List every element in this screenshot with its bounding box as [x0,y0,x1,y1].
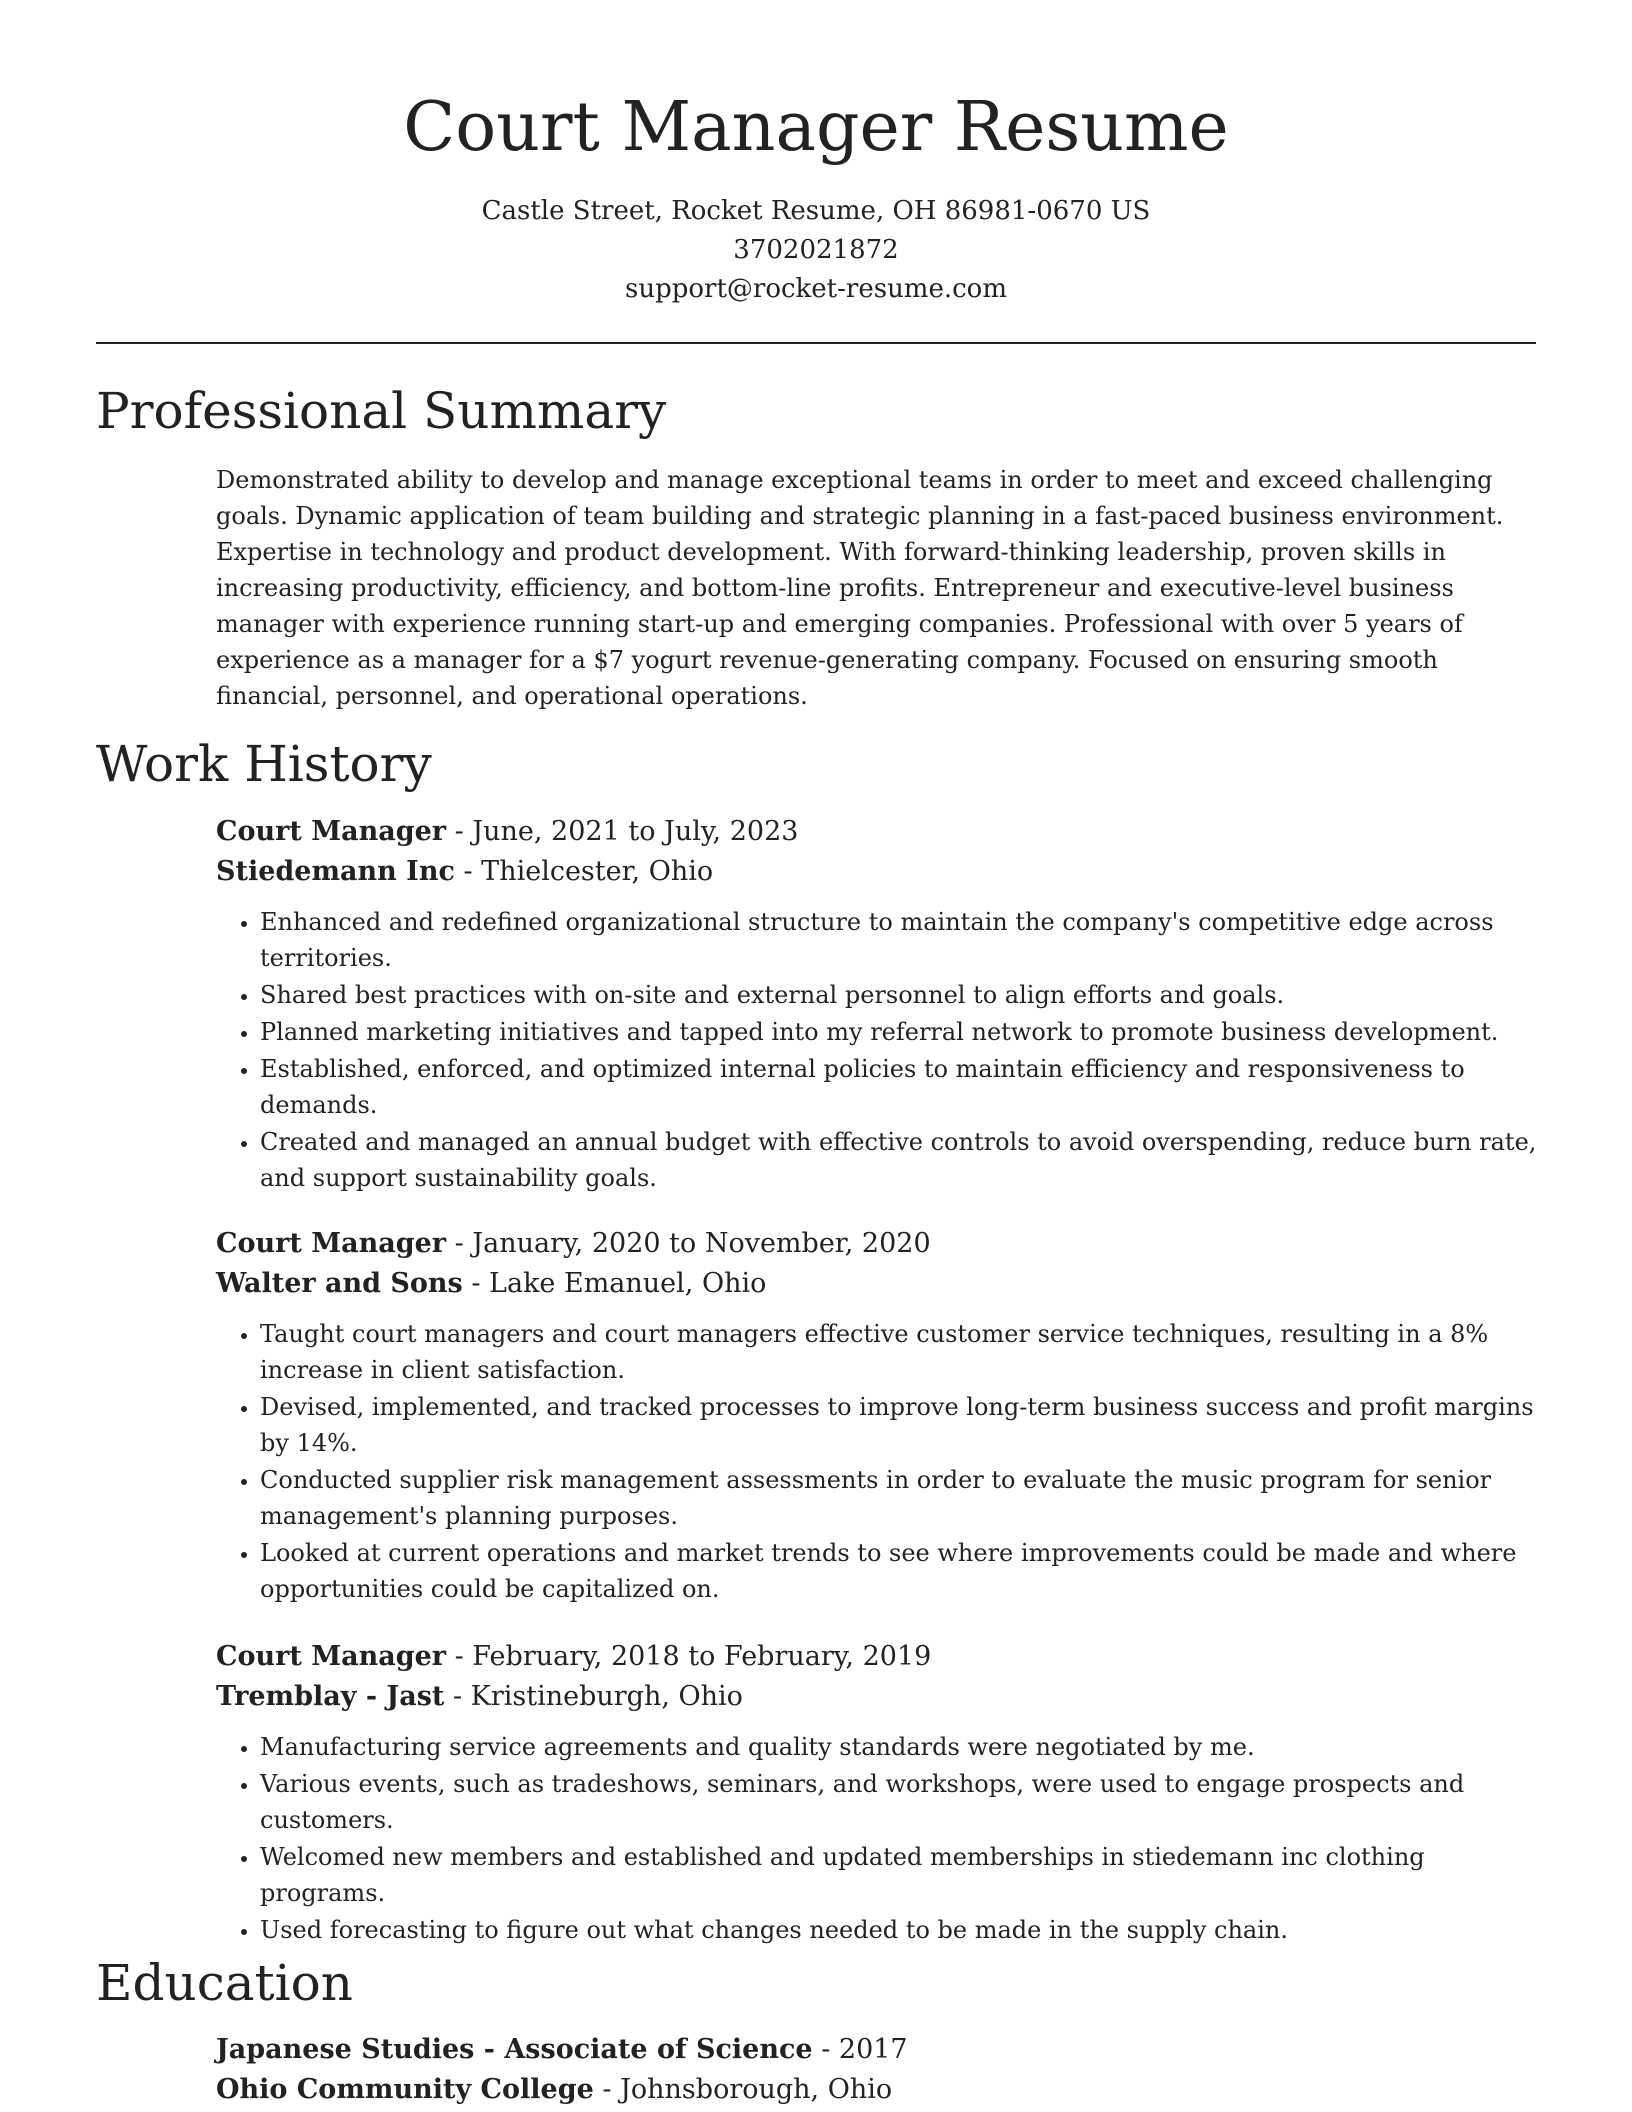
job-title-line [216,1224,1538,1264]
education-entry [216,2030,1538,2110]
job-company: Stiedemann Inc [216,856,455,887]
resume-title: Court Manager Resume [403,88,1229,167]
education-school-line [216,2070,1538,2110]
job-title: Court Manager [216,816,447,847]
job-location: - Lake Emanuel, Ohio [462,1268,767,1299]
contact-block [0,192,1632,309]
job-location: - Thielcester, Ohio [454,856,714,887]
summary-text: Demonstrated ability to develop and manage exceptional teams in order to meet and exceed challenging goals. Dynamic application of team building and strategic planning in a fast-paced business environment. Expertise in technology and product development. With forward-thinking leadership, proven skills in increasing productivity, efficiency, and bottom-line profits. Entrepreneur and executive-level business manager with experience running start-up and emerging companies. Professional with over 5 years of experience as a manager for a $7 yogurt revenue-generating company. Focused on ensuring smooth financial, personnel, and operational operations. [216,466,1504,710]
job-bullet: • Welcomed new members and established and updated memberships in stiedemann inc clothing programs. [260,1839,1538,1911]
job-dates: - June, 2021 to July, 2023 [446,816,799,847]
job-title-line [216,812,1538,852]
job-title-line [216,1637,1538,1677]
job-entry [216,1224,1538,1608]
job-bullet: • Planned marketing initiatives and tapped into my referral network to promote business development. [260,1014,1538,1050]
job-entry [216,1637,1538,1949]
education-heading: Education [96,1954,353,2012]
job-bullet-list [216,904,1538,1196]
job-bullet: • Various events, such as tradeshows, seminars, and workshops, were used to engage prospects and customers. [260,1766,1538,1838]
job-bullet: • Taught court managers and court managers effective customer service techniques, resulting in a 8% increase in client satisfaction. [260,1316,1538,1388]
job-bullet: • Created and managed an annual budget with effective controls to avoid overspending, reduce burn rate, and support sustainability goals. [260,1124,1538,1196]
job-location: - Kristineburgh, Ohio [444,1681,743,1712]
education-location: - Johnsborough, Ohio [593,2074,893,2105]
job-bullet: • Enhanced and redefined organizational structure to maintain the company's competitive edge across territories. [260,904,1538,976]
job-title: Court Manager [216,1228,447,1259]
header-divider [96,342,1536,344]
job-bullet: • Used forecasting to figure out what changes needed to be made in the supply chain. [260,1912,1538,1948]
job-company-line [216,1677,1538,1717]
contact-phone: 3702021872 [733,235,899,265]
job-company: Tremblay - Jast [216,1681,445,1712]
job-entry [216,812,1538,1197]
work-history-heading: Work History [96,735,432,793]
job-bullet: • Manufacturing service agreements and quality standards were negotiated by me. [260,1729,1538,1765]
contact-email: support@rocket-resume.com [624,274,1007,304]
job-title: Court Manager [216,1641,447,1672]
job-bullet-list [216,1316,1538,1607]
education-degree: Japanese Studies - Associate of Science [216,2034,813,2065]
job-company-line [216,1264,1538,1304]
education-degree-line [216,2030,1538,2070]
summary-heading: Professional Summary [96,382,667,440]
job-bullet-list [216,1729,1538,1948]
job-company-line [216,852,1538,892]
job-dates: - February, 2018 to February, 2019 [446,1641,932,1672]
job-bullet: • Looked at current operations and market trends to see where improvements could be made and where opportunities could be capitalized on. [260,1535,1538,1607]
job-dates: - January, 2020 to November, 2020 [446,1228,931,1259]
job-company: Walter and Sons [216,1268,463,1299]
job-bullet: • Shared best practices with on-site and external personnel to align efforts and goals. [260,977,1538,1013]
education-year: - 2017 [812,2034,908,2065]
job-bullet: • Conducted supplier risk management assessments in order to evaluate the music program for senior management's planning purposes. [260,1462,1538,1534]
job-bullet: • Established, enforced, and optimized internal policies to maintain efficiency and responsiveness to demands. [260,1051,1538,1123]
education-school: Ohio Community College [216,2074,594,2105]
job-bullet: • Devised, implemented, and tracked processes to improve long-term business success and profit margins by 14%. [260,1389,1538,1461]
contact-address: Castle Street, Rocket Resume, OH 86981-0670 US [481,196,1151,226]
